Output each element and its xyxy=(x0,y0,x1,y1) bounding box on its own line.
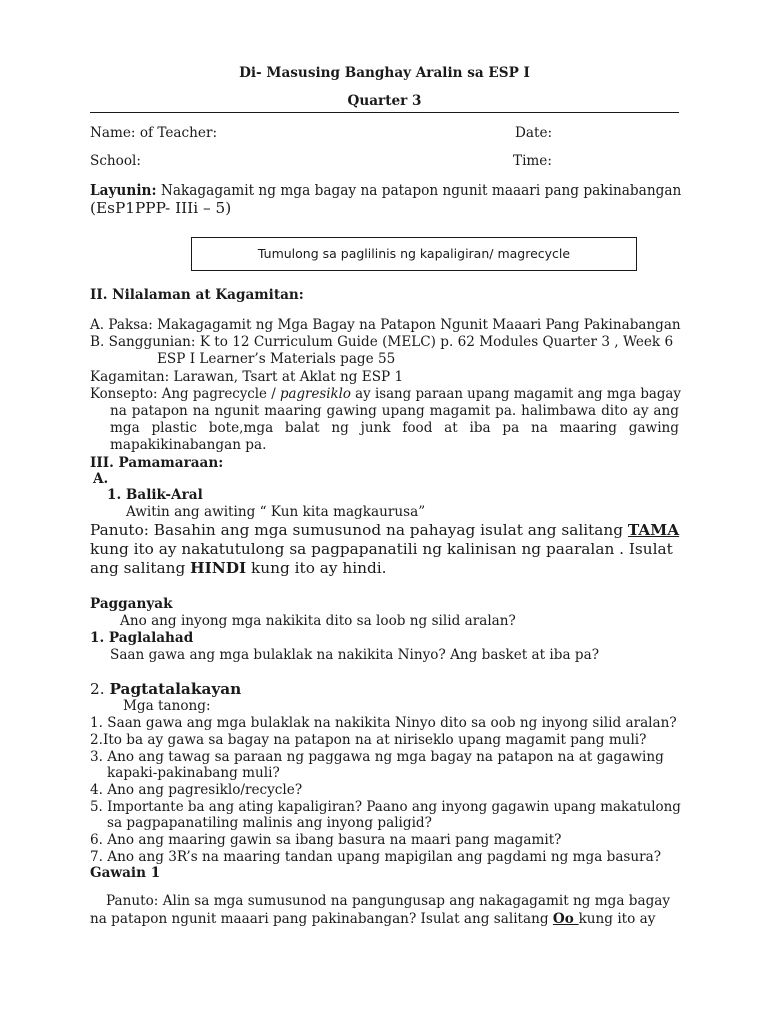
date-label: Date: xyxy=(515,125,553,141)
pagganyak-question: Ano ang inyong mga nakikita dito sa loob ng silid aralan? xyxy=(120,613,516,629)
objective-text: Nakagagamit ng mga bagay na patapon ngunit maaari pang pakinabangan xyxy=(156,181,682,199)
paglalahad-question: Saan gawa ang mga bulaklak na nakikita Ninyo? Ang basket at iba pa? xyxy=(110,647,599,663)
panuto-line-3 xyxy=(90,559,387,578)
paksa: A. Paksa: Makagagamit ng Mga Bagay na Patapon Ngunit Maaari Pang Pakinabangan xyxy=(90,317,681,333)
panuto-line-2: kung ito ay nakatutulong sa pagpapanatili ng kalinisan ng paaralan . Isulat xyxy=(90,540,673,558)
question-6: 6. Ano ang maaring gawin sa ibang basura na maari pang magamit? xyxy=(90,832,562,848)
panuto-hindi-keyword: HINDI xyxy=(190,559,247,577)
pagtatalakayan-number: 2. xyxy=(90,680,110,698)
objective-label: Layunin: xyxy=(90,181,157,199)
gawain-line-2-post: kung ito ay xyxy=(578,911,656,927)
awitin-line: Awitin ang awiting “ Kun kita magkaurusa” xyxy=(126,504,426,520)
question-5-line-2: sa pagpapanatiling malinis ang inyong paligid? xyxy=(107,815,432,831)
section-2-heading: II. Nilalaman at Kagamitan: xyxy=(90,287,304,303)
sanggunian-line-2: ESP I Learner’s Materials page 55 xyxy=(157,351,396,367)
sanggunian-line-1: B. Sanggunian: K to 12 Curriculum Guide (MELC) p. 62 Modules Quarter 3 , Week 6 xyxy=(90,334,674,350)
kagamitan: Kagamitan: Larawan, Tsart at Aklat ng ESP 1 xyxy=(90,369,404,385)
teacher-label: Name: of Teacher: xyxy=(90,125,218,141)
konsepto-text: ay isang paraan upang magamit ang mga bagay xyxy=(350,386,681,402)
topic-text: Tumulong sa paglilinis ng kapaligiran/ magrecycle xyxy=(257,246,571,261)
question-4: 4. Ano ang pagresiklo/recycle? xyxy=(90,782,303,798)
panuto-line-3-post: kung ito ay hindi. xyxy=(246,559,387,577)
panuto-line-1 xyxy=(90,521,679,540)
time-label: Time: xyxy=(513,153,552,169)
question-7: 7. Ano ang 3R’s na maaring tandan upang mapigilan ang pagdami ng mga basura? xyxy=(90,849,662,865)
balik-aral-heading: 1. Balik-Aral xyxy=(107,487,203,503)
mga-tanong-label: Mga tanong: xyxy=(123,698,211,714)
gawain-heading: Gawain 1 xyxy=(90,865,161,881)
school-label: School: xyxy=(90,153,141,169)
konsepto-line-2: na patapon na ngunit maaring gawing upang magamit pa. halimbawa dito ay ang xyxy=(110,403,679,419)
title-divider xyxy=(90,112,679,113)
objective-line-1 xyxy=(90,181,681,200)
konsepto-italic-term: pagresiklo xyxy=(279,386,351,402)
objective-code: (EsP1PPP- IIIi – 5) xyxy=(90,199,232,217)
document-title: Di- Masusing Banghay Aralin sa ESP I xyxy=(239,65,530,81)
topic-box xyxy=(191,237,637,271)
konsepto-line-3: mga plastic bote,mga balat ng junk food at iba pa na maaring gawing xyxy=(110,420,679,436)
question-2: 2.Ito ba ay gawa sa bagay na patapon na at niriseklo upang magamit pang muli? xyxy=(90,732,647,748)
section-3-heading: III. Pamamaraan: xyxy=(90,455,224,471)
paglalahad-heading: 1. Paglalahad xyxy=(90,630,194,646)
pagtatalakayan-heading-line xyxy=(90,680,241,699)
pagganyak-heading: Pagganyak xyxy=(90,596,173,612)
konsepto-line-4: mapakikinabangan pa. xyxy=(110,437,267,453)
question-3-line-2: kapaki-pakinabang muli? xyxy=(107,765,280,781)
gawain-line-2-pre: na patapon ngunit maaari pang pakinabangan? Isulat ang salitang xyxy=(90,911,553,927)
question-5-line-1: 5. Importante ba ang ating kapaligiran? Paano ang inyong gagawin upang makatulong xyxy=(90,799,681,815)
gawain-panuto-line-1: Panuto: Alin sa mga sumusunod na pangungusap ang nakagagamit ng mga bagay xyxy=(106,893,671,909)
section-3-sub-a: A. xyxy=(93,471,109,487)
konsepto-line-1 xyxy=(90,386,681,403)
panuto-tama-keyword: TAMA xyxy=(627,521,680,539)
konsepto-label: Konsepto: Ang pagrecycle / xyxy=(90,386,280,402)
gawain-panuto-line-2 xyxy=(90,911,655,928)
question-3-line-1: 3. Ano ang tawag sa paraan ng paggawa ng mga bagay na patapon na at gagawing xyxy=(90,749,664,765)
gawain-oo-keyword: Oo xyxy=(552,911,579,927)
panuto-line-3-pre: ang salitang xyxy=(90,559,191,577)
pagtatalakayan-heading: Pagtatalakayan xyxy=(109,680,242,698)
question-1: 1. Saan gawa ang mga bulaklak na nakikita Ninyo dito sa oob ng inyong silid aralan? xyxy=(90,715,677,731)
panuto-text: Panuto: Basahin ang mga sumusunod na pahayag isulat ang salitang xyxy=(90,521,628,539)
quarter-label: Quarter 3 xyxy=(347,93,422,109)
